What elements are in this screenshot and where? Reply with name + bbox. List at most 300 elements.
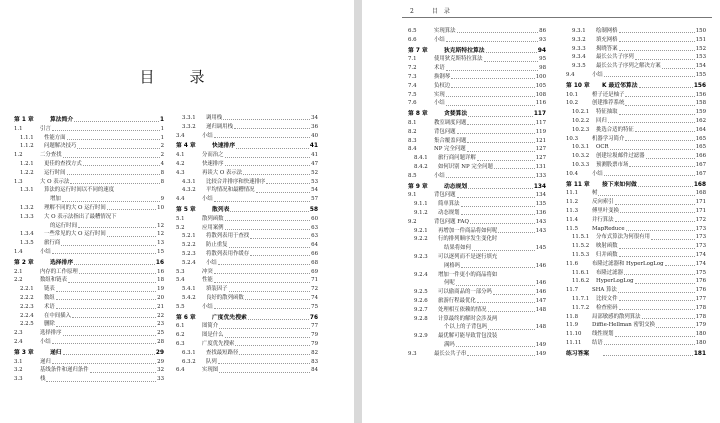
toc-entry[interactable] [176,268,318,277]
toc-entry-title: 图是什么 [202,332,224,339]
toc-entry-number: 10.3.3 [572,161,590,168]
toc-entry-title: 特征抽取 [596,109,618,116]
toc-entry[interactable] [408,209,546,218]
toc-entry-title: 平均情况和最糟情况 [206,187,255,194]
toc-page-number: 10 [157,204,164,211]
toc-page-number: 84 [311,367,318,374]
toc-entry[interactable] [408,163,546,172]
toc-dot-leader [52,130,160,131]
toc-dot-leader [468,188,533,189]
toc-entry[interactable] [408,288,546,297]
toc-entry-title: 增加 [50,196,61,203]
toc-entry[interactable] [14,169,164,178]
toc-page-number: 117 [533,111,546,118]
toc-entry-number: 2.4 [14,338,23,345]
toc-dot-leader [250,238,310,239]
toc-entry-number: 4.3.2 [182,187,196,194]
toc-column-left-2 [176,114,318,375]
toc-page-number: 135 [535,201,546,208]
toc-entry[interactable] [14,268,164,277]
toc-entry[interactable] [408,218,546,227]
toc-entry[interactable] [566,152,706,161]
toc-entry[interactable] [408,55,546,64]
toc-chapter-entry[interactable] [176,206,318,215]
toc-entry[interactable] [566,295,706,304]
toc-dot-leader [236,148,309,149]
toc-entry[interactable] [14,329,164,338]
toc-entry-number: 4.2 [176,160,185,167]
toc-chapter-entry[interactable] [408,47,546,56]
toc-page-number: 29 [157,358,164,365]
toc-entry-number: 1.3.5 [20,240,34,247]
toc-entry[interactable] [176,241,318,250]
toc-entry-number: 6.4 [176,367,185,374]
toc-page-number: 168 [693,181,706,188]
toc-entry-title: 狄克斯特拉算法 [444,47,485,54]
toc-entry[interactable] [14,358,164,367]
toc-entry[interactable] [14,303,164,312]
toc-page-number: 98 [539,65,546,72]
toc-entry[interactable] [566,117,706,126]
toc-dot-leader [62,201,160,202]
toc-entry-number: 9.3.1 [572,28,586,34]
toc-page-number: 146 [535,289,546,296]
toc-dot-leader [470,223,535,224]
toc-dot-leader [619,41,695,42]
toc-entry-number: 2.2.3 [20,303,34,310]
toc-entry-number: 11.7.1 [572,295,590,302]
toc-entry[interactable] [176,259,318,268]
toc-dot-leader [46,381,156,382]
header-rule [402,17,712,18]
toc-page-number: 18 [157,277,164,284]
toc-entry[interactable] [176,250,318,259]
toc-entry-title: 小结 [202,132,213,139]
toc-entry-title: 最长公共子序列 [596,54,634,61]
toc-entry-number: 9.2.3 [414,253,428,260]
toc-entry[interactable] [14,276,164,285]
toc-entry[interactable] [176,169,318,178]
toc-entry-title: 小结 [434,100,445,107]
toc-page-number: 173 [695,234,706,241]
toc-entry-title: 小结 [434,36,445,43]
toc-entry[interactable] [566,321,706,330]
toc-entry-number: 9.2.9 [414,333,428,340]
toc-entry[interactable] [176,114,318,123]
toc-entry[interactable] [566,207,706,216]
toc-entry[interactable] [176,160,318,169]
toc-entry-number: 9.2.1 [414,227,428,234]
toc-entry[interactable] [408,227,546,236]
toc-page-number: 177 [695,295,706,302]
toc-entry-number: 1.2 [14,152,23,159]
toc-entry-title: 实现 [434,91,445,98]
toc-dot-leader [446,70,538,71]
toc-chapter-entry[interactable] [14,259,164,268]
toc-entry[interactable] [566,62,706,71]
toc-entry[interactable] [566,135,706,144]
toc-entry[interactable] [14,230,164,239]
toc-entry[interactable] [566,304,706,313]
toc-entry[interactable] [408,271,546,280]
toc-entry[interactable] [566,45,706,54]
toc-entry[interactable] [408,191,546,200]
toc-entry[interactable] [566,108,706,117]
toc-entry[interactable] [408,82,546,91]
toc-entry[interactable] [566,242,706,251]
toc-entry[interactable] [176,294,318,303]
toc-entry-number: 10.4 [566,170,579,177]
toc-entry[interactable] [14,178,164,187]
toc-dot-leader [639,87,693,88]
toc-entry-title: 性能 [202,277,213,284]
toc-entry[interactable] [14,151,164,160]
toc-entry[interactable] [14,312,164,321]
toc-entry[interactable] [566,286,706,295]
toc-entry[interactable] [566,143,706,152]
toc-page-number: 100 [535,73,546,80]
toc-entry[interactable] [14,375,164,384]
toc-entry-title: 二分查找 [40,152,62,159]
toc-entry[interactable] [566,339,706,348]
toc-entry[interactable] [14,142,164,151]
toc-entry-number: 11.8 [566,313,579,320]
toc-entry[interactable] [408,172,546,181]
toc-chapter-entry[interactable] [408,110,546,119]
toc-page-number: 143 [535,218,546,225]
toc-entry-number: 10.3.1 [572,144,590,151]
toc-page-number: 176 [695,287,706,294]
toc-entry[interactable] [566,260,706,269]
toc-entry-title: 再增加一件商品将如何呢 [438,227,498,234]
toc-entry[interactable] [566,233,706,242]
toc-chapter-entry[interactable] [176,314,318,323]
toc-dot-leader [243,174,310,175]
toc-dot-leader [225,220,311,221]
toc-entry[interactable] [566,161,706,170]
toc-entry[interactable] [566,36,706,45]
toc-dot-leader [604,76,695,77]
toc-entry-title: 检查密码 [596,304,618,311]
toc-entry[interactable] [408,244,546,253]
toc-dot-leader [234,128,310,129]
toc-entry[interactable] [408,341,546,350]
toc-chapter-entry[interactable] [14,349,164,358]
toc-dot-leader [477,302,535,303]
toc-dot-leader [635,131,695,132]
toc-entry-number: 9.4 [566,71,575,78]
toc-entry[interactable] [176,232,318,241]
toc-entry-number: 10.3 [566,135,579,142]
toc-entry[interactable] [566,216,706,225]
toc-page-number: 83 [311,358,318,365]
toc-entry[interactable] [176,151,318,160]
toc-page-number: 2 [160,152,164,159]
toc-entry[interactable] [176,186,318,195]
toc-entry[interactable] [14,125,164,134]
toc-entry-title: 机器学习简介 [592,135,625,142]
toc-entry[interactable] [566,99,706,108]
toc-dot-leader [619,300,695,301]
toc-entry[interactable] [408,137,546,146]
toc-entry[interactable] [408,332,546,341]
toc-dot-leader [67,174,160,175]
toc-page-number: 179 [695,322,706,329]
toc-entry-title: 分布式算法为何很有用 [596,234,650,241]
toc-entry-number: 8.1 [408,119,417,126]
toc-entry[interactable] [14,294,164,303]
toc-entry-title: 将散列表用作缓存 [206,250,250,257]
toc-entry[interactable] [176,340,318,349]
toc-page-number: 15 [157,248,164,255]
toc-entry-title: 背包问题 FAQ [434,218,469,225]
toc-entry[interactable] [14,195,164,204]
toc-entry-number: 7.1 [408,56,417,63]
toc-entry[interactable] [408,145,546,154]
toc-dot-leader [61,245,156,246]
toc-page-number: 181 [693,350,706,357]
toc-entry-title: 应用案例 [202,224,224,231]
toc-page-number: 94 [537,47,546,54]
toc-dot-leader [225,165,311,166]
toc-entry[interactable] [566,126,706,135]
toc-dot-leader [651,239,695,240]
toc-entry[interactable] [566,27,706,36]
toc-entry-title: 接下来如何做 [602,181,637,188]
toc-entry-number: 1.1.2 [20,143,34,150]
toc-page-number: 79 [311,340,318,347]
toc-entry-number: 6.3.1 [182,349,196,356]
toc-dot-leader [619,256,695,257]
toc-dot-leader [245,299,310,300]
toc-entry-title: 小结 [592,71,603,78]
toc-entry-title: 的运行时间 [50,222,77,229]
toc-entry-title: K 最近邻算法 [602,82,638,89]
toc-entry[interactable] [408,64,546,73]
toc-page-number: 2 [160,143,164,150]
toc-entry-title: 大 O 表示法指出了最糟情况下 [44,213,117,220]
toc-entry[interactable] [408,200,546,209]
toc-entry[interactable] [176,195,318,204]
toc-page-number: 34 [311,115,318,121]
toc-entry-title: 分而治之 [202,152,224,159]
toc-chapter-entry[interactable] [566,82,706,91]
toc-entry[interactable] [408,128,546,137]
toc-entry-title: 查找最短路径 [206,349,239,356]
toc-entry[interactable] [14,239,164,248]
toc-dot-leader [56,326,156,327]
toc-entry-number: 5.4.2 [182,294,196,301]
toc-page-number: 162 [695,117,706,124]
toc-dot-leader [83,165,160,166]
toc-dot-leader [615,221,695,222]
toc-dot-leader [79,273,156,274]
toc-dot-leader [218,264,310,265]
toc-entry[interactable] [566,277,706,286]
toc-dot-leader [619,309,695,310]
toc-entry[interactable] [408,323,546,332]
toc-entry[interactable] [408,253,546,262]
toc-entry-title: 实现图 [202,367,219,374]
toc-entry-title: 一些常见的大 O 运行时间 [44,231,106,238]
toc-chapter-entry[interactable] [408,183,546,192]
toc-entry[interactable] [176,178,318,187]
toc-page-number: 1 [159,117,164,123]
toc-entry-number: 5.2 [176,224,185,231]
toc-entry[interactable] [566,330,706,339]
toc-entry[interactable] [14,186,164,195]
toc-entry-title: 动态规划 [438,209,460,216]
toc-page-number: 165 [695,135,706,142]
toc-entry-title: 散列函数 [202,215,224,222]
toc-entry[interactable] [566,269,706,278]
toc-dot-leader [467,151,535,152]
toc-page-number: 86 [539,28,546,34]
toc-dot-leader [446,177,535,178]
toc-entry[interactable] [14,338,164,347]
toc-entry[interactable] [566,251,706,260]
toc-entry-title: 选择排序 [50,259,74,266]
toc-entry-title: 删除 [44,321,55,328]
toc-entry-title: 反向索引 [592,199,614,206]
toc-dot-leader [618,292,695,293]
toc-entry[interactable] [566,170,706,179]
toc-page-number: 158 [695,100,706,107]
toc-entry-number: 5.2.4 [182,259,196,266]
toc-chapter-entry[interactable] [14,116,164,125]
toc-entry-number: 1.4 [14,248,23,255]
toc-entry-title: 数组 [44,294,55,301]
toc-entry[interactable] [176,132,318,141]
toc-entry-title: 算法的运行时间以不同的速度 [44,187,115,194]
toc-entry-title: NP 完全问题 [434,146,466,153]
toc-entry-number: 6.5 [408,28,417,34]
toc-entry[interactable] [408,279,546,288]
toc-entry[interactable] [176,215,318,224]
toc-entry-number: 9.3 [408,350,417,357]
toc-page-number: 21 [157,303,164,310]
toc-entry-number: 9.1.2 [414,209,428,216]
toc-entry[interactable] [566,189,706,198]
toc-entry[interactable] [566,91,706,100]
toc-entry[interactable] [408,235,546,244]
toc-entry-number: 10.2 [566,100,579,107]
toc-entry[interactable] [408,36,546,45]
toc-dot-leader [446,41,538,42]
toc-page-number: 176 [695,278,706,285]
toc-page-number: 63 [311,233,318,240]
toc-page-number: 16 [157,268,164,275]
toc-dot-leader [446,105,535,106]
toc-entry-title: 栈 [40,376,46,383]
toc-entry[interactable] [408,119,546,128]
toc-entry[interactable] [176,349,318,358]
toc-entry[interactable] [176,322,318,331]
toc-entry[interactable] [408,99,546,108]
toc-chapter-entry[interactable] [566,350,706,359]
toc-entry[interactable] [408,154,546,163]
toc-entry[interactable] [14,134,164,143]
toc-entry-title: 比较文件 [596,295,618,302]
toc-entry[interactable] [14,285,164,294]
toc-chapter-entry[interactable] [566,181,706,190]
toc-dot-leader [615,204,695,205]
toc-entry[interactable] [176,358,318,367]
toc-page-number: 95 [539,56,546,63]
toc-dot-leader [615,336,695,337]
toc-entry-number: 5.4 [176,277,185,284]
toc-page-number: 22 [157,312,164,319]
toc-entry-title: 映射函数 [596,243,618,250]
toc-entry[interactable] [176,123,318,132]
toc-entry[interactable] [176,366,318,375]
toc-entry[interactable] [176,276,318,285]
toc-entry[interactable] [176,303,318,312]
toc-dot-leader [638,186,693,187]
toc-page-number: 150 [695,28,706,34]
toc-entry-title: 计算最终的解时会涉及两 [438,315,498,322]
toc-entry-title: 背包问题 [434,192,456,199]
toc-entry[interactable] [408,297,546,306]
toc-page-number: 167 [695,170,706,177]
toc-page-number: 74 [311,294,318,301]
toc-entry[interactable] [14,213,164,222]
toc-entry[interactable] [176,331,318,340]
toc-entry[interactable] [14,222,164,231]
toc-entry[interactable] [14,366,164,375]
toc-entry[interactable] [176,224,318,233]
toc-entry[interactable] [408,27,546,36]
toc-entry[interactable] [14,160,164,169]
toc-entry[interactable] [14,320,164,329]
toc-page-number: 145 [535,245,546,252]
toc-entry[interactable] [566,53,706,62]
toc-entry-title: 填装因子 [206,286,228,293]
toc-dot-leader [248,319,309,320]
toc-dot-leader [52,253,156,254]
toc-page-number: 75 [311,303,318,310]
toc-page-number: 175 [695,269,706,276]
toc-page-number: 1 [160,125,164,132]
toc-entry-number: 第 3 章 [14,349,34,356]
toc-entry[interactable] [176,285,318,294]
toc-entry[interactable] [566,313,706,322]
toc-entry-number: 9.2.6 [414,297,428,304]
toc-entry[interactable] [408,262,546,271]
toc-entry-number: 10.1 [566,91,579,98]
toc-entry-title: 理解不同的大 O 运行时间 [44,204,106,211]
toc-entry[interactable] [408,73,546,82]
toc-entry[interactable] [408,315,546,324]
toc-entry[interactable] [566,71,706,80]
toc-entry[interactable] [408,91,546,100]
toc-entry-number: 9.3.3 [572,45,586,52]
toc-page-number: 23 [157,321,164,328]
toc-page-number: 171 [695,199,706,206]
toc-entry[interactable] [566,198,706,207]
toc-entry[interactable] [408,306,546,315]
toc-entry-title: 小结 [40,248,51,255]
toc-chapter-entry[interactable] [176,142,318,151]
toc-entry[interactable] [14,248,164,257]
toc-entry[interactable] [566,225,706,234]
toc-page-number: 68 [311,259,318,266]
toc-entry-title: 挑选合适的特征 [596,126,634,133]
toc-entry[interactable] [14,204,164,213]
toc-entry-title: 再谈大 O 表示法 [202,169,243,176]
toc-entry-number: 9.1 [408,192,417,199]
toc-entry[interactable] [408,350,546,359]
